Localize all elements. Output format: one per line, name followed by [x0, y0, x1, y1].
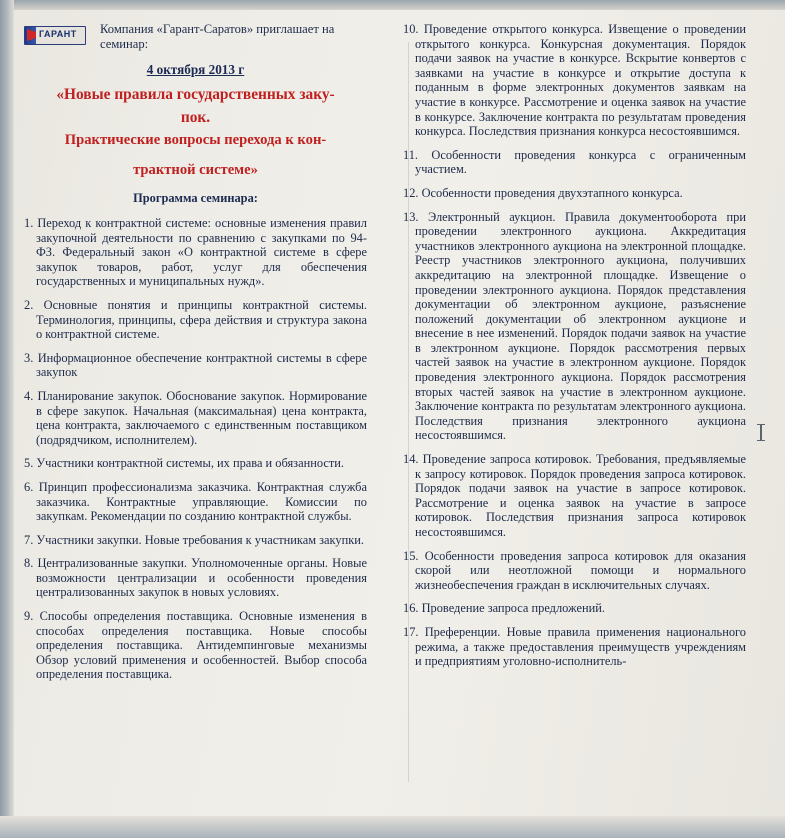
list-item: 8. Централизованные закупки. Уполномоченные органы. Новые возможности централизации и особенности проведения централизованных закупок в новых условиях. — [24, 556, 367, 600]
list-item: 10. Проведение открытого конкурса. Извещение о проведении открытого конкурса. Конкурсная документация. Порядок подачи заявок на участие в конкурсе. Вскрытие конвертов с заявками на участие в конкурсе и открытие доступа к поданным в форме электронных документов заявкам на участие в конкурсе. Рассмотрение и оценка заявок на участие в конкурсе. Заключение контракта по результатам проведения конкурса. Последствия признания конкурса несостоявшимся. — [403, 22, 746, 139]
list-item: 3. Информационное обеспечение контрактной системы в сфере закупок — [24, 350, 367, 380]
garant-logo-text: ГАРАНТ — [39, 29, 77, 39]
list-item: 16. Проведение запроса предложений. — [403, 601, 605, 616]
seminar-title-line4: трактной системе» — [133, 162, 258, 178]
page-content — [18, 22, 768, 818]
page-top-edge — [0, 0, 785, 10]
seminar-title-line1: «Новые правила государственных заку- — [56, 86, 335, 103]
page-left-edge — [0, 0, 14, 838]
list-item: 6. Принцип профессионализма заказчика. Контрактная служба заказчика. Контрактные управляющие. Комиссии по закупкам. Рекомендации по созданию контрактной службы. — [24, 479, 367, 524]
list-item: 2. Основные понятия и принципы контрактной системы. Терминология, принципы, сфера действия и структура закона о контрактной системе. — [24, 297, 367, 342]
program-heading: Программа семинара: — [133, 191, 258, 205]
seminar-title-line2: пок. — [180, 108, 211, 126]
seminar-title-line3: Практические вопросы перехода к кон- — [64, 132, 327, 148]
list-item: 5. Участники контрактной системы, их права и обязанности. — [24, 456, 344, 471]
list-item: 14. Проведение запроса котировок. Требования, предъявляемые к запросу котировок. Порядок проведения запроса котировок. Порядок подачи заявок на участие в запросе котировок. Рассмотрение и оценка заявок на участие в запросе котировок. Последствия признания запроса котировок несостоявшимся. — [403, 452, 746, 539]
column-divider — [408, 42, 409, 782]
garant-logo-mark — [27, 29, 36, 41]
page-bottom-edge — [0, 816, 785, 838]
list-item: 13. Электронный аукцион. Правила документооборота при проведении электронного аукциона. Аккредитация участников электронного аукциона на электронной площадке. Реестр участников электронного аукциона, получивших аккредитацию на электронной площадке. Извещение о проведении электронного аукциона. Порядок представления документации об электронном аукционе, разъяснение положений документации об электронном аукционе и внесение в нее изменений. Порядок подачи заявок на участие в электронном аукционе. Порядок рассмотрения первых частей заявок на участие в электронном аукционе. Порядок проведения электронного аукциона. Порядок рассмотрения вторых частей заявок на участие в электронном аукционе. Заключение контракта по результатам электронного аукциона. Последствия признания электронного аукциона несостоявшимся. — [403, 209, 746, 443]
list-item: 17. Преференции. Новые правила применения национального режима, а также предоставления преимуществ учреждениям и предприятиям уголовно-исполнитель- — [403, 624, 746, 669]
garant-logo — [24, 26, 86, 45]
list-item: 12. Особенности проведения двухэтапного конкурса. — [403, 185, 683, 200]
invitation-text: Компания «Гарант-Саратов» приглашает на семинар: — [100, 22, 335, 51]
document-header — [24, 22, 367, 52]
list-item: 9. Способы определения поставщика. Основные изменения в способах определения поставщика. Новые способы определения поставщика. Антидемпинговые механизмы Обзор условий применения и особенностей. Выбор способа определения поставщика. — [24, 609, 367, 682]
seminar-date: 4 октября 2013 г — [146, 62, 245, 77]
right-column — [397, 22, 752, 818]
list-item: 4. Планирование закупок. Обоснование закупок. Нормирование в сфере закупок. Начальная (максимальная) цена контракта, цена контракта, заключаемого с единственным поставщиком (подрядчиком, исполнителем). — [24, 388, 367, 447]
list-item: 7. Участники закупки. Новые требования к участникам закупки. — [24, 532, 364, 547]
left-column — [18, 22, 373, 818]
list-item: 15. Особенности проведения запроса котировок для оказания скорой или неотложной помощи и нормального жизнеобеспечения граждан в исключительных случаях. — [403, 548, 746, 592]
list-item: 11. Особенности проведения конкурса с ограниченным участием. — [403, 147, 746, 177]
list-item: 1. Переход к контрактной системе: основные изменения правил закупочной деятельности по сравнению с закупками по 94-ФЗ. Федеральный закон «О контрактной системе в сфере закупок товаров, работ, услуг для обеспечения государственных и муниципальных нужд». — [24, 216, 367, 289]
text-cursor — [760, 424, 762, 441]
